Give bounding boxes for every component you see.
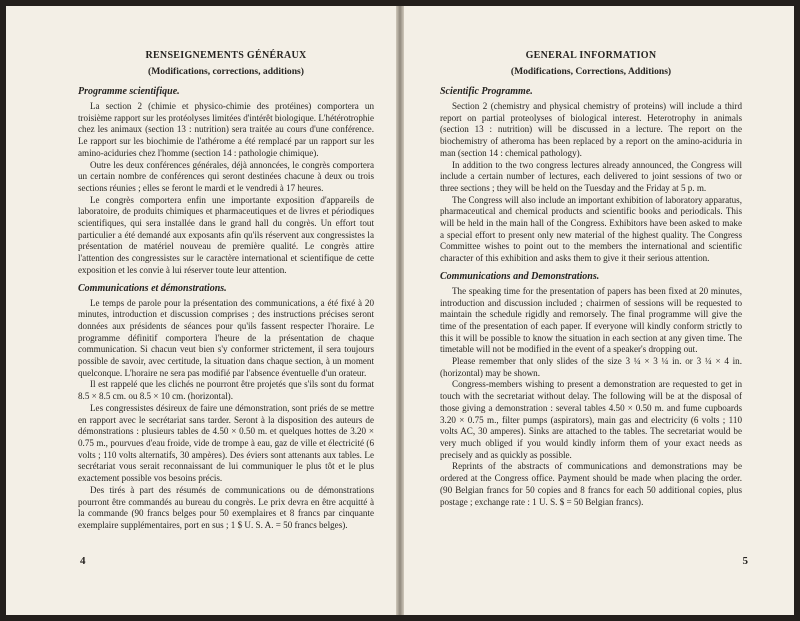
left-title: RENSEIGNEMENTS GÉNÉRAUX [145, 50, 307, 61]
right-page [404, 6, 794, 615]
right-paragraph: Section 2 (chemistry and physical chemistry of proteins) will include a third report on partial proteolyses of biological interest. Heterotrophy in animals (section 13 : nutrition) will be discussed in a lecture. The report on the biochemistry of atheroma has been replaced by a report on the amino-aciduria in man (section 14 : chemical pathology). [440, 101, 742, 158]
left-paragraph: Le temps de parole pour la présentation des communications, a été fixé à 20 minutes, introduction et discussion comprises ; des instructions précises seront données aux présidents de séances pour qu'ils fassent respecter l'horaire. Le programme définitif comportera l'heure de la présentation de chaque communication. Si chacun veut bien s'y conformer strictement, il sera toujours possible de savoir, avec certitude, la situation dans chaque section, à un moment quelconque. L'horaire ne sera pas modifié par l'absence éventuelle d'un orateur. [78, 297, 374, 378]
right-title: GENERAL INFORMATION [525, 50, 657, 61]
right-page-number: 5 [742, 555, 748, 567]
right-paragraph: In addition to the two congress lectures already announced, the Congress will include a certain number of lectures, each delivered to joint sessions of two or three sections ; they will be held on the Tuesday and the Friday at 5 p. m. [440, 159, 742, 193]
left-paragraph: La section 2 (chimie et physico-chimie des protéines) comportera un troisième rapport sur les protéolyses limitées d'intérêt biologique. L'hétérotrophie chez les animaux (section 13 : nutrition) sera traitée au cours d'une conférence. Le rapport sur les biochimie de l'athérome a été remplacé par un rapport sur les amino-aciduries chez l'homme (section 14 : pathologie chimique). [78, 101, 374, 158]
left-page [6, 6, 396, 615]
right-paragraph: Congress-members wishing to present a demonstration are requested to get in touch with the secretariat without delay. The following will be at the disposal of those giving a demonstration : several tables 4.50 × 0.50 m. and fume cupboards 3.20 × 0.75 m., filter pumps (aspirators), main gas and electricity (6 volts ; 110 volts AC, 30 amperes). Sinks are attached to the tables. The secretariat would be very much obliged if you would kindly inform them of your exact needs as precisely and as quickly as possible. [440, 379, 742, 460]
left-paragraph: Outre les deux conférences générales, déjà annoncées, le congrès comportera un certain nombre de conférences qui seront destinées chacune à deux ou trois sections réunies ; elles se feront le mardi et le vendredi à 17 heures. [78, 159, 374, 193]
right-paragraph: Please remember that only slides of the size 3 ¼ × 3 ¼ in. or 3 ¼ × 4 in. (horizontal) may be shown. [440, 356, 742, 378]
left-subtitle: (Modifications, corrections, additions) [148, 66, 304, 77]
right-section-heading: Scientific Programme. [440, 86, 533, 97]
left-paragraph: Des tirés à part des résumés de communications ou de démonstrations pourront être commandés au bureau du congrès. Le prix devra en être acquitté à la commande (90 francs belges pour 50 exemplaires et 8 francs par cinquante exemplaire supplémentaires, port en sus ; 1 $ U. S. A. = 50 francs belges). [78, 484, 374, 530]
left-paragraph: Les congressistes désireux de faire une démonstration, sont priés de se mettre en rapport avec le secrétariat sans tarder. Seront à la disposition des auteurs de démonstrations : plusieurs tables de 4.50 × 0.50 m. et quelques hottes de 3.20 × 0.75 m., pourvues d'eau froide, vide de trompe à eau, gaz de ville et électricité (6 volts ; 110 volts alternatifs, 30 ampères). Des éviers sont attenants aux tables. Le secrétariat vous serait reconnaissant de lui communiquer le plus tôt et le plus exactement possible vos besoins précis. [78, 402, 374, 484]
right-paragraph: The Congress will also include an important exhibition of laboratory apparatus, pharmaceutical and chemical products and scientific books and periodicals. This will be held in the main hall of the Congress. Exhibitors have been asked to make a special effort to present only new material of the highest quality. The Congress Committee wishes to point out to the members the international and scientific character of this exhibition and asks them to give it their serious attention. [440, 194, 742, 264]
left-section-heading: Communications et démonstrations. [78, 282, 227, 294]
left-section-heading: Programme scientifique. [78, 86, 180, 97]
book-gutter [396, 6, 404, 615]
left-page-number: 4 [80, 555, 86, 567]
left-paragraph: Il est rappelé que les clichés ne pourront être projetés que s'ils sont du format 8.5 × 8.5 cm. ou 8.5 × 10 cm. (horizontal). [78, 379, 374, 402]
right-subtitle: (Modifications, Corrections, Additions) [510, 66, 672, 77]
left-paragraph: Le congrès comportera enfin une importante exposition d'appareils de laboratoire, de produits chimiques et pharmaceutiques et de livres et périodiques scientifiques, qui sera installée dans le grand hall du congrès. Un effort tout particulier a été demandé aux exposants afin qu'ils réservent aux congressistes la présentation de matériel nouveau de première qualité. Le congrès attire l'attention des congressistes sur le caractère international et scientifique de cette exposition et les convie à lui réserver toute leur attention. [78, 194, 374, 275]
right-column [440, 50, 742, 508]
right-paragraph: Reprints of the abstracts of communications and demonstrations may be ordered at the Congress office. Payment should be made when placing the order. (90 Belgian francs for 50 copies and 8 francs for each 50 additional copies, plus postage ; exchange rate : 1 U. S. $ = 50 Belgian francs). [440, 461, 742, 507]
right-paragraph: The speaking time for the presentation of papers has been fixed at 20 minutes, introduction and discussion included ; chairmen of sessions will be requested to maintain the schedule rigidly and remorsely. The final programme will give the time of the presentation of each paper. If everyone will kindly conform strictly to this it will be possible to know the situation in each section at any given time. The timetable will not be modified in the event of a speaker's dropping out. [440, 285, 742, 355]
right-section-heading: Communications and Demonstrations. [440, 270, 600, 282]
left-column [78, 50, 374, 532]
